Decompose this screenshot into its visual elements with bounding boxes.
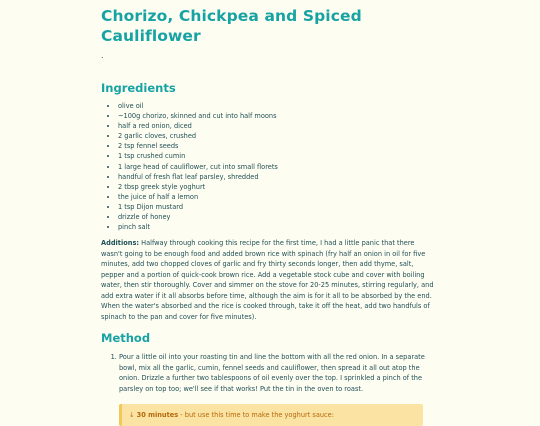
- list-item: • ~100g chorizo, skinned and cut into half moons: [118, 111, 439, 121]
- list-item: • the juice of half a lemon: [118, 192, 439, 202]
- additions-text: Halfway through cooking this recipe for the first time, I had a little panic that there wasn't going to be enough food and added brown rice with spinach (fry half an onion in oil for five minutes, add two chopped cloves of garlic and fry thirty seconds longer, then add thyme, salt, pepper and a portion of quick-cook brown rice. Add a vegetable stock cube and cover with boiling water, then stir thoroughly. Cover and simmer on the stove for 20-25 minutes, stirring regularly, and add extra water if it all absorbs before time, although the aim is for it all to be absorbed by the end. When the water's absorbed and the rice is cooked through, take it off the heat, add two handfuls of spinach to the pan and cover for five minutes).: [101, 239, 434, 321]
- list-item: • handful of fresh flat leaf parsley, shredded: [118, 172, 439, 182]
- list-item: • drizzle of honey: [118, 212, 439, 222]
- list-item: • half a red onion, diced: [118, 121, 439, 131]
- method-heading: Method: [101, 331, 151, 346]
- list-item: • pinch salt: [118, 222, 439, 232]
- page-title: Chorizo, Chickpea and Spiced Cauliflower: [101, 7, 362, 45]
- additions-paragraph: [101, 238, 436, 322]
- timer-callout: [119, 404, 423, 426]
- list-item: • 1 tsp crushed cumin: [118, 151, 439, 161]
- down-arrow-icon: ↓: [129, 411, 135, 420]
- method-steps: [101, 352, 439, 394]
- additions-label: Additions:: [101, 239, 140, 248]
- list-item: • 2 tsp fennel seeds: [118, 141, 439, 151]
- timer-note: - but use this time to make the yoghurt sauce:: [178, 411, 334, 420]
- ingredients-heading: Ingredients: [101, 81, 176, 95]
- list-item: • 1 tsp Dijon mustard: [118, 202, 439, 212]
- list-item: • 1 large head of cauliflower, cut into small florets: [118, 162, 439, 172]
- method-step: 1. Pour a little oil into your roasting tin and line the bottom with all the red onion. In a separate bowl, mix all the garlic, cumin, fennel seeds and cauliflower, then spread it all out atop the onion. Drizzle a further two tablespoons of oil evenly over the top. I sprinkled a pinch of the parsley on top too; we'll see if that works! Put the tin in the oven to roast.: [119, 352, 439, 394]
- list-item: • 2 garlic cloves, crushed: [118, 131, 439, 141]
- subtitle-dot: .: [101, 51, 104, 60]
- timer-duration: 30 minutes: [136, 411, 179, 420]
- list-item: • olive oil: [118, 101, 439, 111]
- ingredients-list: [101, 101, 439, 232]
- list-item: • 2 tbsp greek style yoghurt: [118, 182, 439, 192]
